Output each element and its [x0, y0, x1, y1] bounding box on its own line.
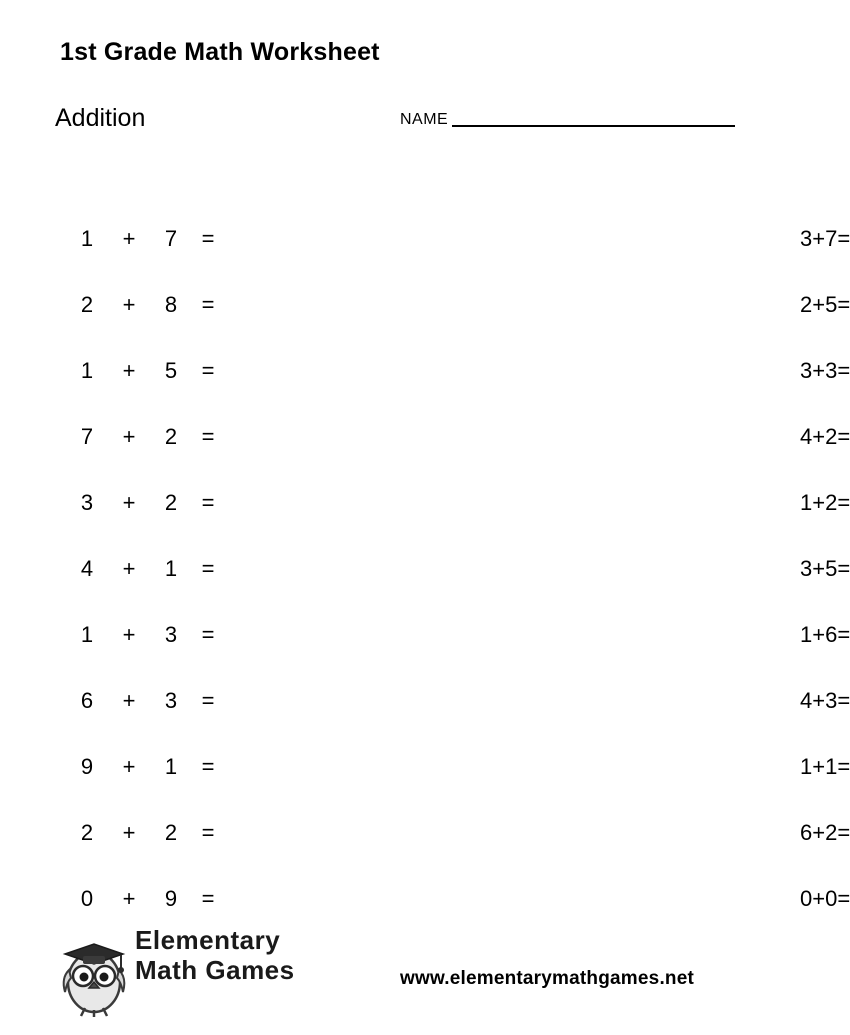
problem-row: [355, 206, 850, 272]
problem-row: [355, 866, 850, 932]
problems-column-left: [0, 206, 355, 932]
equals-sign: =: [837, 622, 850, 647]
operator-plus: +: [812, 622, 826, 647]
operand-b: 7: [825, 226, 838, 251]
operand-a: 2: [800, 292, 813, 317]
operand-b: 9: [164, 886, 178, 911]
problem-row: [355, 470, 850, 536]
equals-sign: =: [201, 490, 215, 515]
operator-plus: +: [122, 490, 136, 515]
operand-b: 5: [825, 292, 838, 317]
operator-plus: +: [122, 622, 136, 647]
operator-plus: +: [122, 820, 136, 845]
problem-row: [70, 668, 355, 734]
operand-b: 1: [164, 754, 178, 779]
equals-sign: =: [837, 688, 850, 713]
operator-plus: +: [812, 358, 826, 383]
operand-a: 1: [800, 490, 813, 515]
operator-plus: +: [122, 754, 136, 779]
operand-a: 1: [800, 622, 813, 647]
problem-row: [70, 536, 355, 602]
operand-a: 4: [80, 556, 94, 581]
operand-a: 0: [80, 886, 94, 911]
operator-plus: +: [812, 424, 826, 449]
equals-sign: =: [201, 622, 215, 647]
operator-plus: +: [812, 556, 826, 581]
operand-b: 3: [164, 688, 178, 713]
operand-a: 3: [800, 556, 813, 581]
operand-a: 2: [80, 820, 94, 845]
page-title: 1st Grade Math Worksheet: [60, 38, 380, 66]
operator-plus: +: [812, 754, 826, 779]
problems-area: [0, 206, 850, 932]
site-logo: [45, 925, 325, 1015]
equals-sign: =: [837, 754, 850, 779]
problem-row: [355, 338, 850, 404]
operand-b: 5: [825, 556, 838, 581]
problem-row: [70, 866, 355, 932]
operator-plus: +: [122, 226, 136, 251]
problem-row: [355, 602, 850, 668]
problem-row: [70, 602, 355, 668]
operator-plus: +: [812, 820, 826, 845]
equals-sign: =: [201, 886, 215, 911]
operand-a: 7: [80, 424, 94, 449]
equals-sign: =: [837, 292, 850, 317]
operand-b: 3: [825, 688, 838, 713]
logo-line-1: Elementary: [135, 925, 281, 955]
problem-row: [355, 404, 850, 470]
equals-sign: =: [837, 226, 850, 251]
problem-row: [70, 470, 355, 536]
equals-sign: =: [201, 754, 215, 779]
operand-a: 3: [80, 490, 94, 515]
operand-b: 2: [164, 490, 178, 515]
operator-plus: +: [122, 556, 136, 581]
operator-plus: +: [122, 688, 136, 713]
operand-b: 2: [164, 820, 178, 845]
equals-sign: =: [837, 490, 850, 515]
problem-row: [355, 734, 850, 800]
equals-sign: =: [837, 820, 850, 845]
operand-b: 7: [164, 226, 178, 251]
operand-a: 4: [800, 688, 813, 713]
owl-graduate-icon: [55, 930, 133, 1018]
operand-b: 6: [825, 622, 838, 647]
name-field-block: [400, 112, 735, 130]
equals-sign: =: [837, 556, 850, 581]
problem-row: [70, 734, 355, 800]
problem-row: [70, 338, 355, 404]
problem-row: [70, 206, 355, 272]
equals-sign: =: [201, 358, 215, 383]
problem-row: [355, 536, 850, 602]
equals-sign: =: [201, 292, 215, 317]
operand-b: 0: [825, 886, 838, 911]
operator-plus: +: [122, 886, 136, 911]
operand-a: 1: [80, 226, 94, 251]
equals-sign: =: [201, 688, 215, 713]
operand-a: 1: [80, 358, 94, 383]
operand-b: 1: [164, 556, 178, 581]
logo-text: [135, 925, 295, 985]
equals-sign: =: [201, 556, 215, 581]
operand-a: 9: [80, 754, 94, 779]
operator-plus: +: [812, 886, 826, 911]
equals-sign: =: [837, 424, 850, 449]
operand-b: 2: [825, 820, 838, 845]
operator-plus: +: [812, 226, 826, 251]
website-url[interactable]: www.elementarymathgames.net: [400, 968, 695, 989]
logo-line-2: Math Games: [135, 955, 295, 985]
operand-a: 6: [80, 688, 94, 713]
operator-plus: +: [122, 424, 136, 449]
operand-b: 2: [825, 490, 838, 515]
operand-b: 1: [825, 754, 838, 779]
problem-row: [70, 272, 355, 338]
operand-a: 6: [800, 820, 813, 845]
name-input-line[interactable]: [452, 125, 735, 127]
operand-b: 3: [164, 622, 178, 647]
problem-row: [70, 800, 355, 866]
operand-b: 2: [164, 424, 178, 449]
problems-column-right: [355, 206, 850, 932]
operand-a: 0: [800, 886, 813, 911]
operand-b: 2: [825, 424, 838, 449]
operand-a: 4: [800, 424, 813, 449]
problem-row: [70, 404, 355, 470]
problem-row: [355, 668, 850, 734]
equals-sign: =: [201, 424, 215, 449]
problem-row: [355, 272, 850, 338]
operand-a: 2: [80, 292, 94, 317]
operand-b: 3: [825, 358, 838, 383]
equals-sign: =: [837, 886, 850, 911]
operator-plus: +: [812, 490, 826, 515]
name-label: NAME: [400, 111, 449, 128]
operand-a: 3: [800, 358, 813, 383]
operand-a: 1: [80, 622, 94, 647]
operator-plus: +: [812, 292, 826, 317]
operand-b: 8: [164, 292, 178, 317]
operator-plus: +: [122, 358, 136, 383]
problem-row: [355, 800, 850, 866]
operand-b: 5: [164, 358, 178, 383]
equals-sign: =: [201, 820, 215, 845]
operand-a: 3: [800, 226, 813, 251]
operand-a: 1: [800, 754, 813, 779]
operator-plus: +: [812, 688, 826, 713]
subject-title: Addition: [55, 104, 146, 132]
equals-sign: =: [201, 226, 215, 251]
operator-plus: +: [122, 292, 136, 317]
equals-sign: =: [837, 358, 850, 383]
